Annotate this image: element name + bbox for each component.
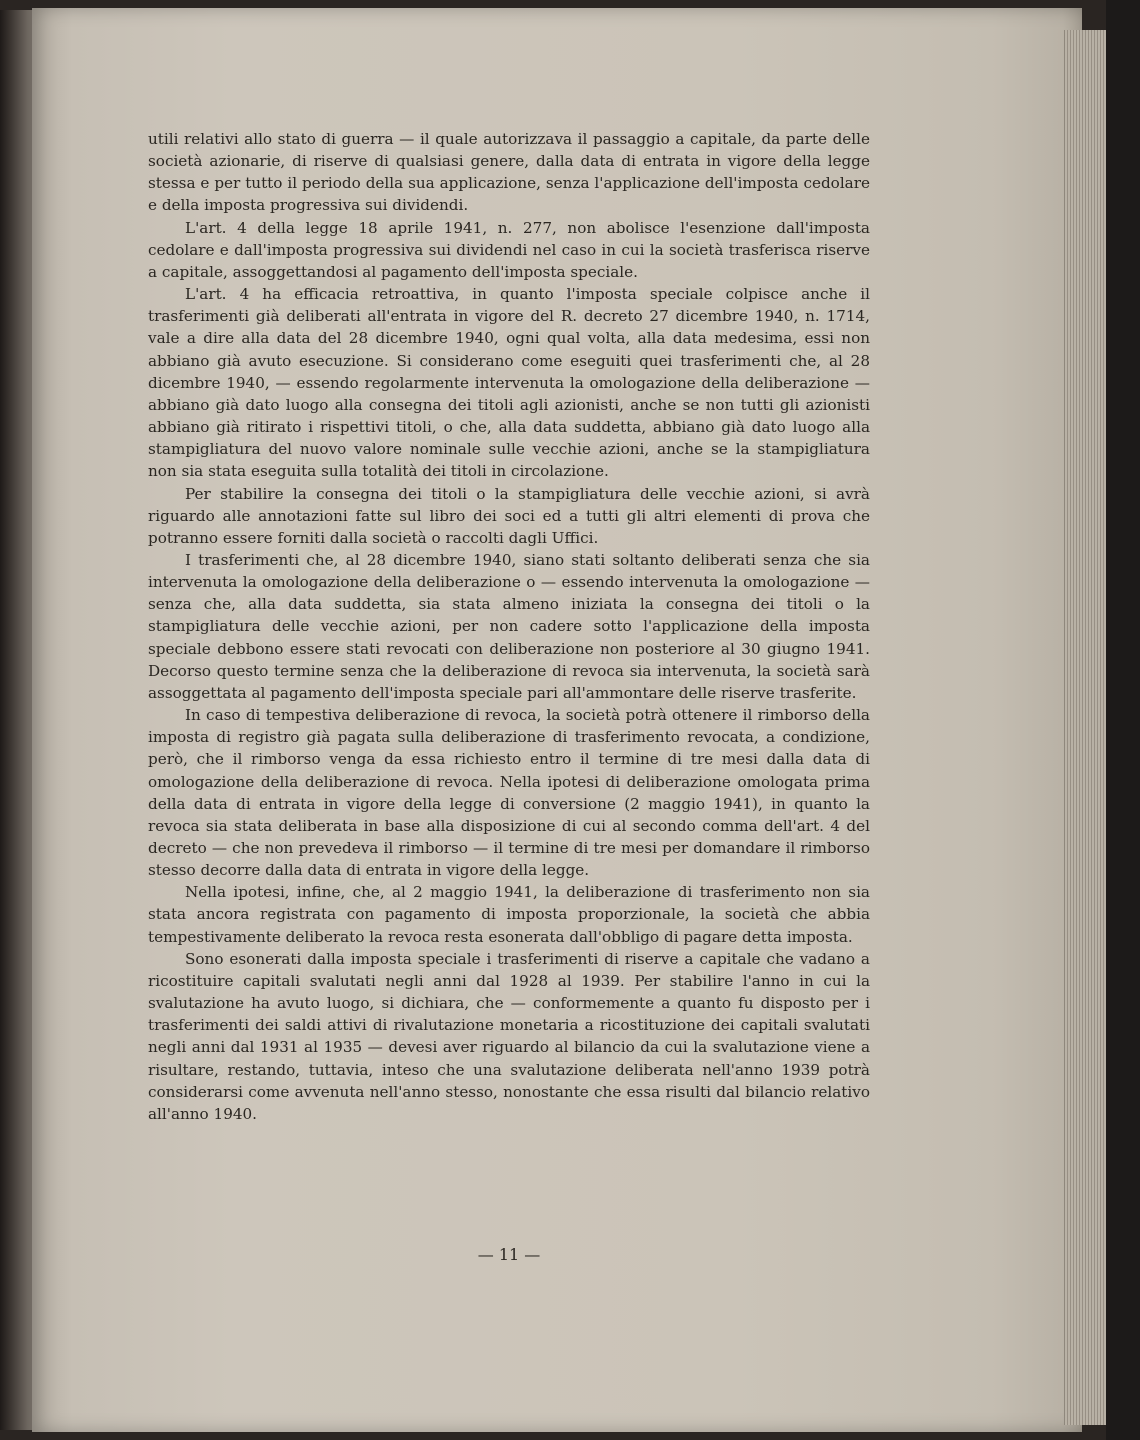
paragraph: utili relativi allo stato di guerra — il quale autorizzava il passaggio a capitale, da parte delle società azionarie, di riserve di qualsiasi genere, dalla data di entrata in vigore della legge stessa e per tutto il periodo della sua applicazione, senza l'applicazione dell'imposta cedolare e della imposta progressiva sui dividendi. xyxy=(148,130,870,215)
paragraph: Per stabilire la consegna dei titoli o la stampigliatura delle vecchie azioni, si avrà riguardo alle annotazioni fatte sul libro dei soci ed a tutti gli altri elementi di prova che potranno essere forniti dalla società o raccolti dagli Uffici. xyxy=(148,484,870,547)
page-number: — 11 — xyxy=(477,1245,541,1264)
page-stack-edges xyxy=(1064,30,1109,1425)
paragraph: I trasferimenti che, al 28 dicembre 1940, siano stati soltanto deliberati senza che sia intervenuta la omologazione della deliberazione o — essendo intervenuta la omologazione — senza che, alla data suddetta, sia stata almeno iniziata la consegna dei titoli o la stampigliatura delle vecchie azioni, per non cadere sotto l'applicazione della imposta speciale debbono essere stati revocati con deliberazione non posteriore al 30 giugno 1941. Decorso questo termine senza che la deliberazione di revoca sia intervenuta, la società sarà assoggettata al pagamento dell'imposta speciale pari all'ammontare delle riserve trasferite. xyxy=(148,550,870,702)
paragraph: L'art. 4 ha efficacia retroattiva, in quanto l'imposta speciale colpisce anche il trasferimenti già deliberati all'entrata in vigore del R. decreto 27 dicembre 1940, n. 1714, vale a dire alla data del 28 dicembre 1940, ogni qual volta, alla data medesima, essi non abbiano già avuto esecuzione. Si considerano come eseguiti quei trasferimenti che, al 28 dicembre 1940, — essendo regolarmente intervenuta la omologazione della deliberazione — abbiano già dato luogo alla consegna dei titoli agli azionisti, anche se non tutti gli azionisti abbiano già ritirato i rispettivi titoli, o che, alla data suddetta, abbiano già dato luogo alla stampigliatura del nuovo valore nominale sulle vecchie azioni, anche se la stampigliatura non sia stata eseguita sulla totalità dei titoli in circolazione. xyxy=(148,285,870,481)
paragraph: Sono esonerati dalla imposta speciale i trasferimenti di riserve a capitale che vadano a ricostituire capitali svalutati negli anni dal 1928 al 1939. Per stabilire l'anno in cui la svalutazione ha avuto luogo, si dichiara, che — conformemente a quanto fu disposto per i trasferimenti dei saldi attivi di rivalutazione monetaria a ricostituzione dei capitali svalutati negli anni dal 1931 al 1935 — devesi aver riguardo al bilancio da cui la svalutazione viene a risultare, restando, tuttavia, inteso che una svalutazione deliberata nell'anno 1939 potrà considerarsi come avvenuta nell'anno stesso, nonostante che essa risulti dal bilancio relativo all'anno 1940. xyxy=(148,949,870,1123)
book-cover-edge xyxy=(1106,0,1140,1440)
paragraph: L'art. 4 della legge 18 aprile 1941, n. 277, non abolisce l'esenzione dall'imposta cedolare e dall'imposta progressiva sui dividendi nel caso in cui la società trasferisca riserve a capitale, assoggettandosi al pagamento dell'imposta speciale. xyxy=(148,218,870,281)
paragraph: Nella ipotesi, infine, che, al 2 maggio 1941, la deliberazione di trasferimento non sia stata ancora registrata con pagamento di imposta proporzionale, la società che abbia tempestivamente deliberato la revoca resta esonerata dall'obbligo di pagare detta imposta. xyxy=(148,883,870,946)
body-text xyxy=(148,128,870,1125)
paragraph: In caso di tempestiva deliberazione di revoca, la società potrà ottenere il rimborso della imposta di registro già pagata sulla deliberazione di trasferimento revocata, a condizione, però, che il rimborso venga da essa richiesto entro il termine di tre mesi dalla data di omologazione della deliberazione di revoca. Nella ipotesi di deliberazione omologata prima della data di entrata in vigore della legge di conversione (2 maggio 1941), in quanto la revoca sia stata deliberata in base alla disposizione di cui al secondo comma dell'art. 4 del decreto — che non prevedeva il rimborso — il termine di tre mesi per domandare il rimborso stesso decorre dalla data di entrata in vigore della legge. xyxy=(148,706,870,880)
